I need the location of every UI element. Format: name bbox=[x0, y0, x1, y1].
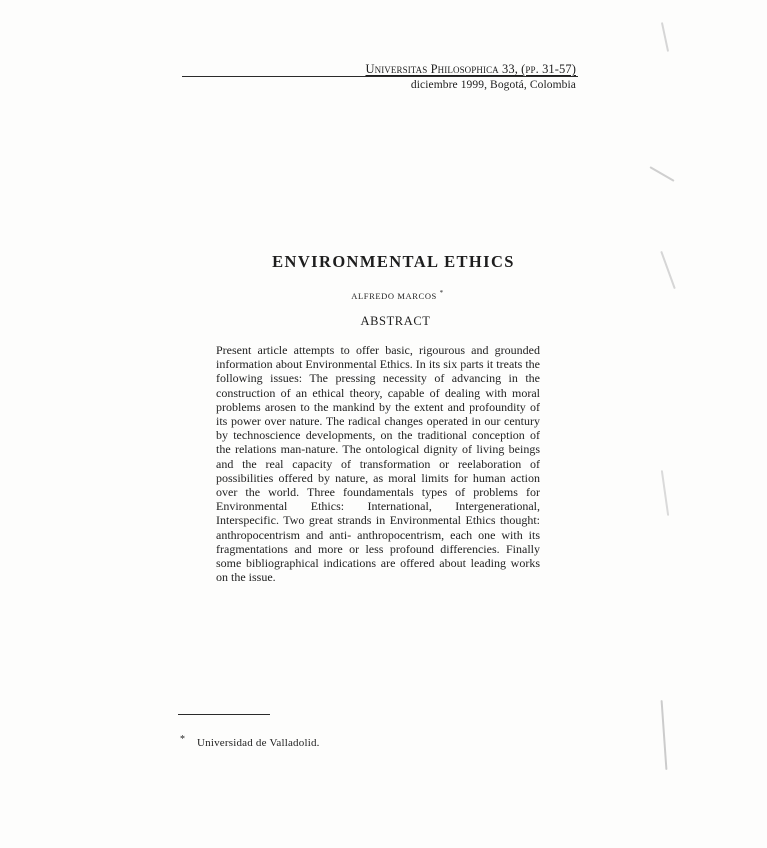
scan-edge-mark bbox=[649, 166, 674, 182]
issue-date-place: diciembre 1999, Bogotá, Colombia bbox=[410, 79, 576, 91]
header-rule bbox=[182, 76, 578, 77]
article-title: ENVIRONMENTAL ETHICS bbox=[272, 252, 515, 271]
scan-edge-mark bbox=[661, 22, 669, 52]
scan-edge-mark bbox=[661, 470, 669, 516]
footnote-mark: * bbox=[180, 734, 186, 745]
abstract-heading: ABSTRACT bbox=[360, 314, 431, 328]
scan-smudge bbox=[140, 12, 166, 24]
journal-citation: Universitas Philosophica 33, (pp. 31-57) bbox=[365, 62, 576, 76]
abstract-text: Present article attempts to offer basic, rigourous and grounded information about Environmental Ethics. In its six parts it treats the following issues: The pressing necessity of advancing in the construction of an ethical theory, capable of dealing with moral problems arosen to the mankind by the extent and profoundity of its power over nature. The radical changes operated in our century by technoscience developments, on the traditional conception of the relations man-nature. The ontological dignity of living beings and the real capacity of transformation or reelaboration of possibilities offered by nature, as moral limits for human action over the world. Three foundamentals types of problems for Environmental Ethics: International, Intergenerational, Interspecific. Two great strands in Environmental Ethics thought: anthropocentrism and anti- anthropocentrism, each one with its fragmentations and more or less profound differencies. Finally some bibliographical indications are offered about leading works on the issue. bbox=[216, 343, 540, 585]
footnote-text: Universidad de Valladolid. bbox=[197, 737, 320, 749]
author-line bbox=[14, 289, 767, 301]
author-footnote-mark: * bbox=[439, 289, 444, 297]
scan-edge-mark bbox=[661, 700, 668, 770]
footnote-rule bbox=[178, 714, 270, 715]
footnote bbox=[180, 734, 320, 749]
author-name: ALFREDO MARCOS bbox=[351, 291, 437, 301]
